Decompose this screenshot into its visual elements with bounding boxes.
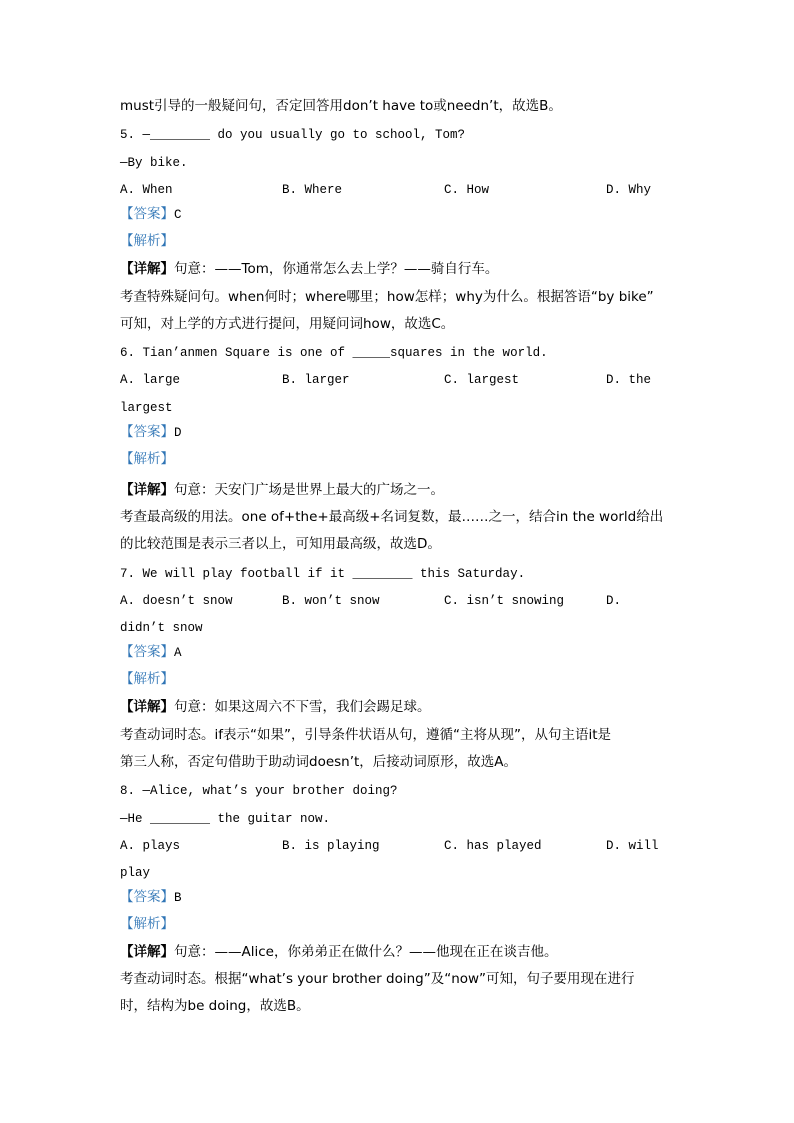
explanation-line: 考查动词时态。if表示“如果”，引导条件状语从句，遵循“主将从现”，从句主语it是 (120, 727, 612, 743)
detail-text: 句意：——Tom，你通常怎么去上学？——骑自行车。 (174, 261, 499, 277)
option-b: B. larger (282, 373, 350, 387)
question-8-reply: —He ________ the guitar now. (120, 812, 331, 826)
detail-label: 【详解】 (120, 482, 174, 498)
option-a: A. large (120, 373, 181, 387)
analysis-label: 【解析】 (120, 451, 174, 467)
option-c: C. isn’t snowing (444, 594, 565, 608)
answer-value: C (174, 208, 182, 222)
analysis-label-line (120, 233, 174, 249)
analysis-label: 【解析】 (120, 233, 174, 249)
option-d: D. will (606, 839, 659, 853)
detail-line (120, 944, 557, 960)
detail-text: 句意：如果这周六不下雪，我们会踢足球。 (174, 699, 431, 715)
question-5-reply: —By bike. (120, 156, 188, 170)
analysis-label: 【解析】 (120, 671, 174, 687)
question-6: 6. Tian’anmen Square is one of _____squares in the world. (120, 346, 548, 360)
option-c: C. largest (444, 373, 520, 387)
answer-value: B (174, 891, 182, 905)
detail-label: 【详解】 (120, 699, 174, 715)
option-b: B. Where (282, 183, 343, 197)
answer-line (120, 424, 182, 441)
explanation-line: must引导的一般疑问句，否定回答用don’t have to或needn’t，故选B。 (120, 98, 562, 114)
question-5: 5. —________ do you usually go to school, Tom? (120, 128, 466, 142)
answer-label: 【答案】 (120, 206, 174, 222)
option-a: A. doesn’t snow (120, 594, 233, 608)
analysis-label-line (120, 451, 174, 467)
detail-text: 句意：——Alice，你弟弟正在做什么？——他现在正在谈吉他。 (174, 944, 558, 960)
explanation-line: 第三人称，否定句借助于助动词doesn’t，后接动词原形，故选A。 (120, 754, 518, 770)
answer-line (120, 206, 182, 223)
explanation-line: 考查最高级的用法。one of+the+最高级+名词复数，最……之一，结合in the world给出 (120, 509, 664, 525)
option-d-continued: play (120, 866, 151, 880)
answer-label: 【答案】 (120, 424, 174, 440)
detail-label: 【详解】 (120, 944, 174, 960)
answer-value: D (174, 426, 182, 440)
option-a: A. plays (120, 839, 181, 853)
detail-text: 句意：天安门广场是世界上最大的广场之一。 (174, 482, 444, 498)
option-d-continued: largest (120, 401, 173, 415)
detail-label: 【详解】 (120, 261, 174, 277)
answer-value: A (174, 646, 182, 660)
option-d: D. Why (606, 183, 652, 197)
explanation-line: 考查动词时态。根据“what’s your brother doing”及“now”可知，句子要用现在进行 (120, 971, 635, 987)
answer-label: 【答案】 (120, 889, 174, 905)
question-8: 8. —Alice, what’s your brother doing? (120, 784, 398, 798)
analysis-label: 【解析】 (120, 916, 174, 932)
detail-line (120, 482, 444, 498)
detail-line (120, 261, 498, 277)
answer-line (120, 644, 182, 661)
explanation-line: 时，结构为be doing，故选B。 (120, 998, 310, 1014)
option-c: C. has played (444, 839, 542, 853)
option-b: B. won’t snow (282, 594, 380, 608)
detail-line (120, 699, 431, 715)
answer-label: 【答案】 (120, 644, 174, 660)
explanation-line: 的比较范围是表示三者以上，可知用最高级，故选D。 (120, 536, 441, 552)
option-b: B. is playing (282, 839, 380, 853)
analysis-label-line (120, 916, 174, 932)
analysis-label-line (120, 671, 174, 687)
option-a: A. When (120, 183, 173, 197)
answer-line (120, 889, 182, 906)
option-c: C. How (444, 183, 490, 197)
explanation-line: 可知，对上学的方式进行提问，用疑问词how，故选C。 (120, 316, 455, 332)
option-d: D. (606, 594, 622, 608)
question-7: 7. We will play football if it ________ this Saturday. (120, 567, 526, 581)
option-d-continued: didn’t snow (120, 621, 203, 635)
option-d: D. the (606, 373, 652, 387)
explanation-line: 考查特殊疑问句。when何时；where哪里；how怎样；why为什么。根据答语“by bike” (120, 289, 654, 305)
